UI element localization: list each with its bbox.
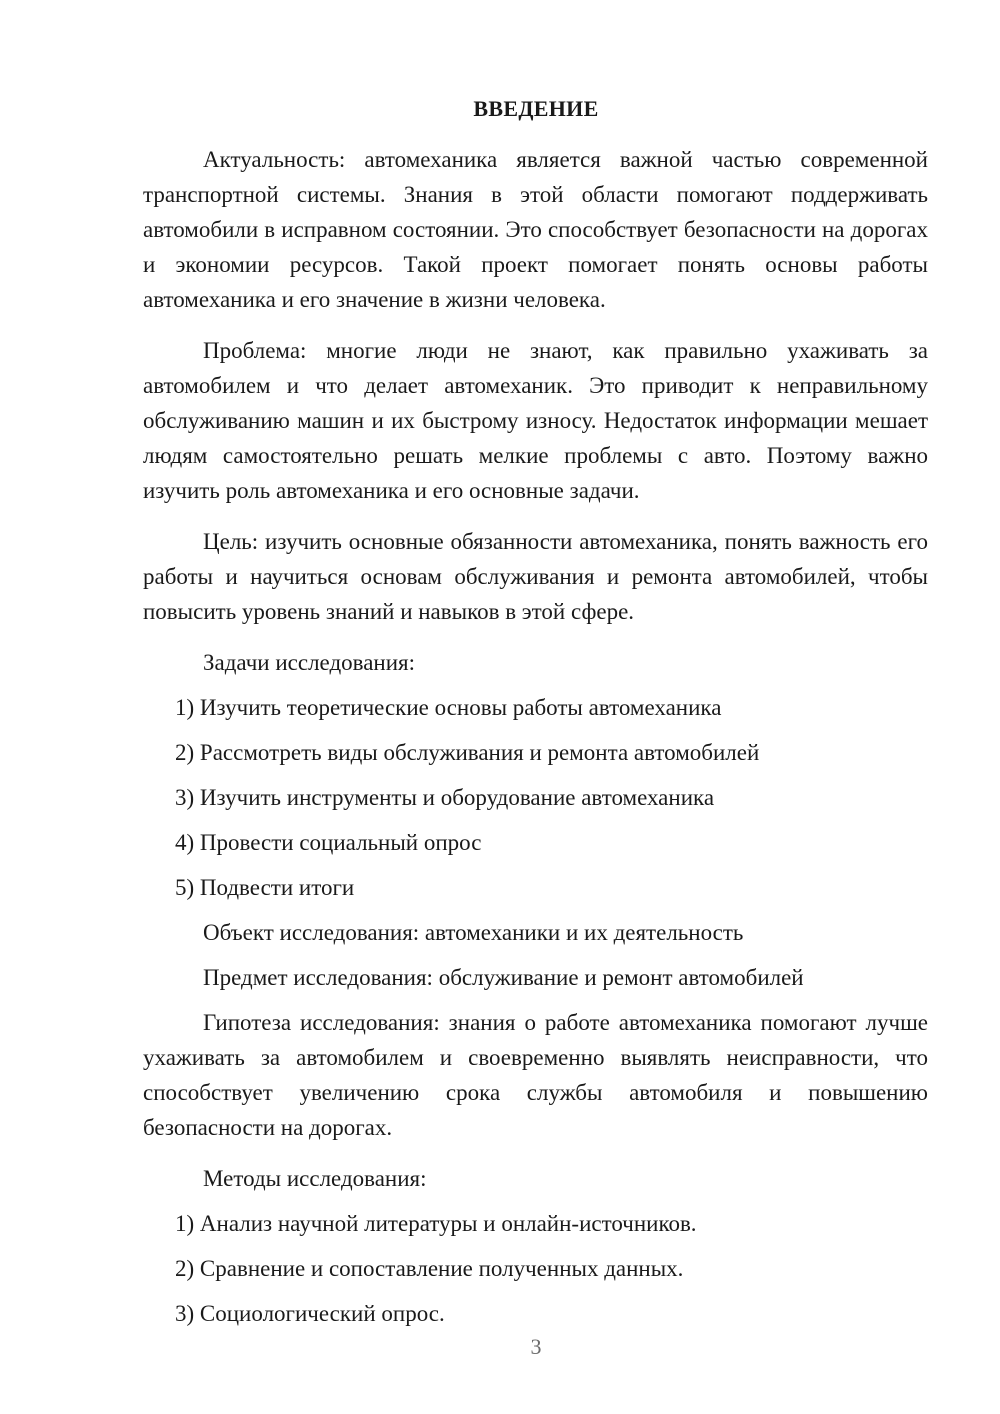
- methods-list: [143, 1206, 928, 1331]
- relevance-paragraph: Актуальность: автомеханика является важной частью современной транспортной системы. Знания в этой области помогают поддерживать автомобили в исправном состоянии. Это способствует безопасности на дорогах и экономии ресурсов. Такой проект помогает понять основы работы автомеханика и его значение в жизни человека.: [143, 147, 928, 312]
- list-item: 3) Изучить инструменты и оборудование автомеханика: [175, 785, 715, 810]
- document-body: [143, 142, 928, 1331]
- list-item: 1) Изучить теоретические основы работы автомеханика: [175, 695, 722, 720]
- list-item: 4) Провести социальный опрос: [175, 830, 482, 855]
- page-number: 3: [530, 1334, 542, 1359]
- list-item: 3) Социологический опрос.: [175, 1301, 445, 1326]
- goal-paragraph: Цель: изучить основные обязанности автомеханика, понять важность его работы и научиться основам обслуживания и ремонта автомобилей, чтобы повысить уровень знаний и навыков в этой сфере.: [143, 529, 928, 624]
- problem-paragraph: Проблема: многие люди не знают, как правильно ухаживать за автомобилем и что делает автомеханик. Это приводит к неправильному обслуживанию машин и их быстрому износу. Недостаток информации мешает людям самостоятельно решать мелкие проблемы с авто. Поэтому важно изучить роль автомеханика и его основные задачи.: [143, 338, 928, 503]
- tasks-heading: Задачи исследования:: [203, 650, 416, 675]
- section-title: ВВЕДЕНИЕ: [473, 96, 599, 121]
- list-item: 1) Анализ научной литературы и онлайн-источников.: [175, 1211, 697, 1236]
- subject-line: Предмет исследования: обслуживание и ремонт автомобилей: [203, 965, 804, 990]
- hypothesis-paragraph: Гипотеза исследования: знания о работе автомеханика помогают лучше ухаживать за автомобилем и своевременно выявлять неисправности, что способствует увеличению срока службы автомобиля и повышению безопасности на дорогах.: [143, 1010, 928, 1140]
- list-item: 5) Подвести итоги: [175, 875, 355, 900]
- object-line: Объект исследования: автомеханики и их деятельность: [203, 920, 744, 945]
- methods-heading: Методы исследования:: [203, 1166, 427, 1191]
- tasks-list: [143, 690, 928, 905]
- list-item: 2) Сравнение и сопоставление полученных данных.: [175, 1256, 684, 1281]
- list-item: 2) Рассмотреть виды обслуживания и ремонта автомобилей: [175, 740, 760, 765]
